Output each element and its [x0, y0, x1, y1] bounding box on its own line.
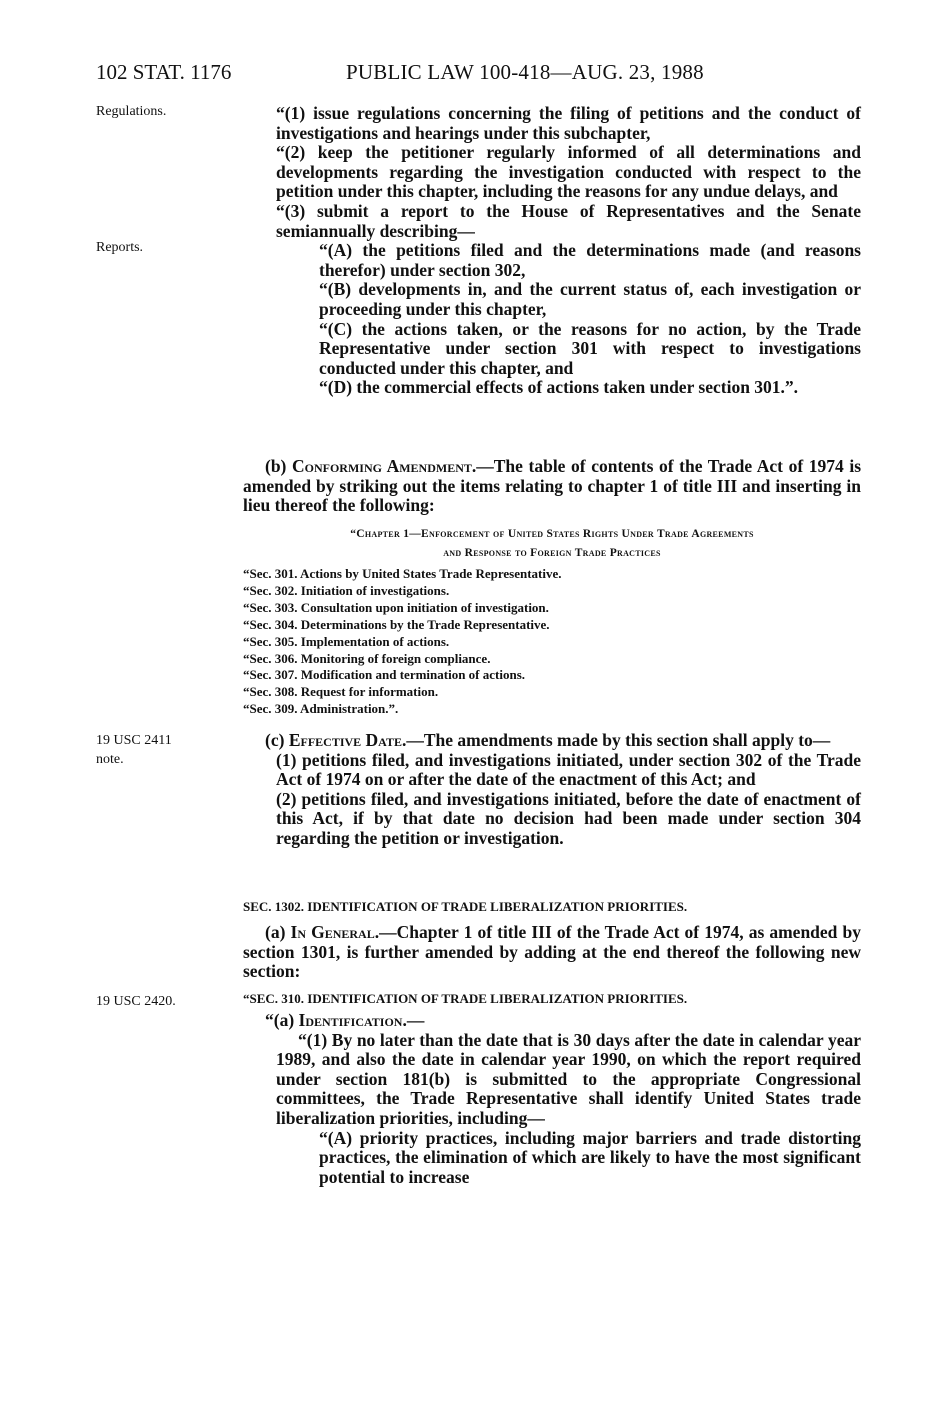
effective-date-label: (c) [265, 730, 285, 750]
margin-note-reports: Reports. [96, 240, 144, 255]
effective-date-text: —The amendments made by this section shall apply to— [406, 730, 831, 750]
toc-item: “Sec. 307. Modification and termination of actions. [243, 667, 526, 683]
subsection-list-block [243, 104, 861, 398]
effective-date-item-1: (1) petitions filed, and investigations initiated, under section 302 of the Trade Act of 1974 on or after the date of the enactment of this Act; and [276, 749, 861, 790]
effective-date-block [243, 731, 861, 849]
running-title: PUBLIC LAW 100-418—AUG. 23, 1988 [346, 60, 704, 84]
margin-note-regulations: Regulations. [96, 104, 167, 119]
in-general-label: (a) [265, 922, 286, 942]
in-general-block [243, 923, 861, 982]
toc-item: “Sec. 304. Determinations by the Trade Representative. [243, 616, 550, 632]
toc-chapter-heading-line1: “Chapter 1—Enforcement of United States Rights Under Trade Agreements [350, 528, 754, 540]
section-310-block [243, 990, 861, 1187]
toc-item: “Sec. 303. Consultation upon initiation of investigation. [243, 599, 549, 615]
toc-item: “Sec. 302. Initiation of investigations. [243, 582, 450, 598]
stat-number: 102 STAT. 1176 [96, 60, 232, 84]
identification-label: “(a) [265, 1010, 295, 1030]
conforming-amendment-block [243, 457, 861, 516]
effective-date-heading: Effective Date. [288, 730, 407, 750]
in-general-text: —Chapter 1 of title III of the Trade Act of 1974, as amended by section 1301, is further amended by adding at the end thereof the following new section: [243, 922, 862, 982]
conforming-amendment-label: (b) [265, 456, 287, 476]
paragraph-2: “(2) keep the petitioner regularly informed of all determinations and developments regarding the investigation conducted with respect to the petition under this chapter, including the reasons for any undue delays, and [276, 142, 861, 202]
effective-date-paragraph [243, 731, 861, 751]
toc-chapter-heading-line2: and Response to Foreign Trade Practices [443, 547, 661, 559]
conforming-amendment-heading: Conforming Amendment. [291, 456, 477, 476]
toc-item: “Sec. 306. Monitoring of foreign compliance. [243, 650, 491, 666]
section-310-heading: “SEC. 310. IDENTIFICATION OF TRADE LIBERALIZATION PRIORITIES. [243, 991, 688, 1006]
toc-item: “Sec. 305. Implementation of actions. [243, 633, 450, 649]
identification-dash: — [406, 1010, 425, 1030]
paragraph-3: “(3) submit a report to the House of Representatives and the Senate semiannually describing— [276, 200, 861, 241]
toc-item: “Sec. 308. Request for information. [243, 684, 439, 700]
toc-insertion-block [243, 525, 861, 718]
section-1302-block [243, 898, 861, 916]
toc-item: “Sec. 309. Administration.”. [243, 701, 399, 717]
toc-item: “Sec. 301. Actions by United States Trade Representative. [243, 566, 562, 581]
conforming-amendment-paragraph [243, 457, 861, 516]
paragraph-3-d: “(D) the commercial effects of actions taken under section 301.”. [319, 377, 799, 398]
in-general-paragraph [243, 923, 861, 982]
paragraph-1: “(1) issue regulations concerning the filing of petitions and the conduct of investigations and hearings under this subchapter, [276, 103, 861, 143]
toc-section-list [243, 566, 861, 718]
paragraph-3-c: “(C) the actions taken, or the reasons for no action, by the Trade Representative under section 301 with respect to investigations conducted under this chapter, and [319, 318, 861, 378]
conforming-amendment-text: —The table of contents of the Trade Act of 1974 is amended by striking out the items relating to chapter 1 of title III and inserting in lieu thereof the following: [243, 456, 861, 516]
in-general-heading: In General. [290, 922, 380, 942]
identification-heading: Identification. [298, 1010, 407, 1030]
paragraph-3-a: “(A) the petitions filed and the determinations made (and reasons therefor) under section 302, [319, 240, 861, 280]
effective-date-item-2: (2) petitions filed, and investigations initiated, before the date of enactment of this Act, if by that date no decision had been made under section 304 regarding the petition or investigation. [276, 788, 861, 848]
identification-paragraph-1: “(1) By no later than the date that is 30 days after the date in calendar year 1989, and also the date in calendar year 1990, on which the report required under section 181(b) is submitted to the appropriate Congressional committees, the Trade Representative shall identify United States trade liberalization priorities, including— [276, 1029, 861, 1128]
margin-note-usc-2411 [96, 731, 236, 769]
paragraph-3-b: “(B) developments in, and the current status of, each investigation or proceeding under this chapter, [319, 279, 861, 319]
margin-note-usc-2411-line2: note. [96, 752, 124, 767]
page-header [96, 58, 876, 88]
margin-note-usc-2420: 19 USC 2420. [96, 994, 176, 1009]
identification-subheading [243, 1011, 861, 1031]
section-1302-heading: SEC. 1302. IDENTIFICATION OF TRADE LIBERALIZATION PRIORITIES. [243, 899, 688, 914]
identification-paragraph-1-a: “(A) priority practices, including major barriers and trade distorting practices, the elimination of which are likely to have the most significant potential to increase [319, 1127, 861, 1187]
margin-note-usc-2411-line1: 19 USC 2411 [96, 733, 172, 748]
